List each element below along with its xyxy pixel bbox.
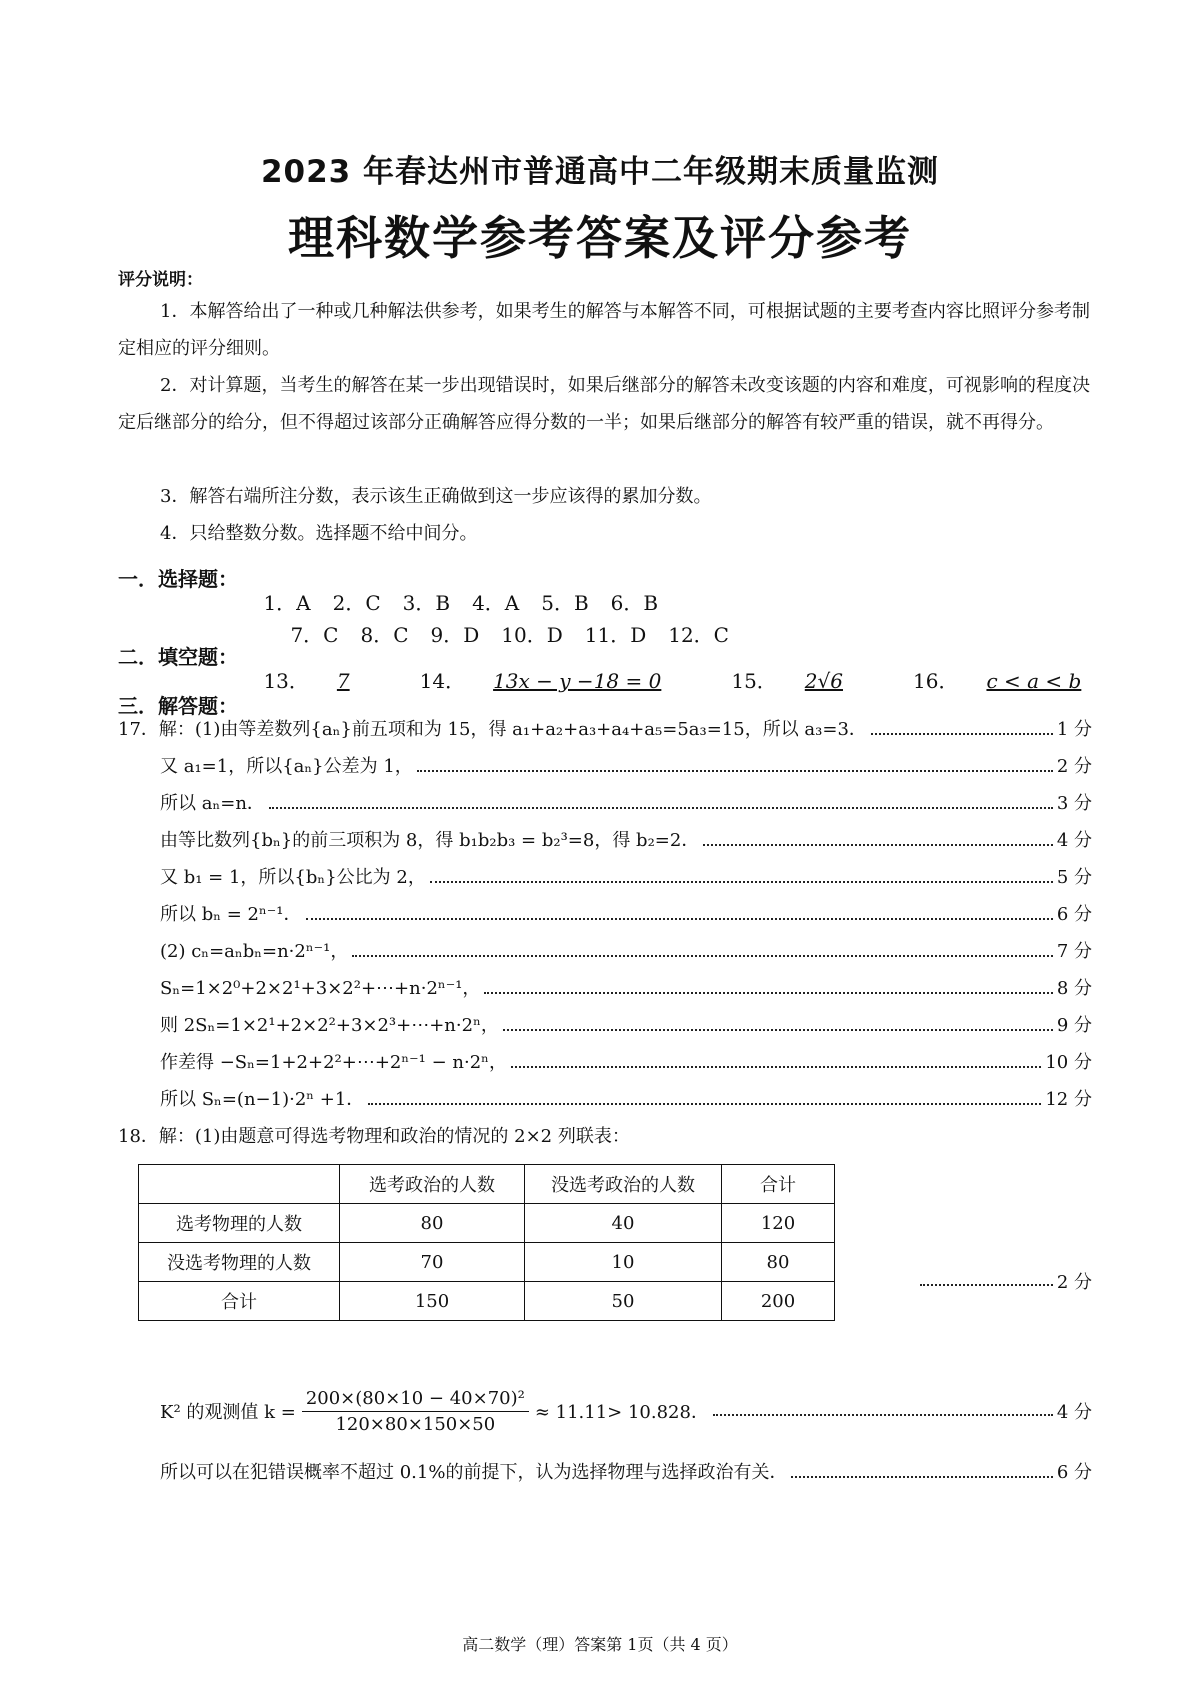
leader-dots	[703, 844, 1052, 846]
section-choice-label: 一．选择题：	[118, 567, 238, 591]
q17-step-score: 12 分	[1045, 1089, 1092, 1110]
fill-num: 13．	[263, 669, 309, 693]
q17-step-score: 10 分	[1045, 1052, 1092, 1073]
leader-dots	[352, 955, 1052, 957]
q17-step	[160, 974, 1092, 1004]
q17-step-text: 又 b₁ = 1，所以{bₙ}公比为 2，	[160, 867, 426, 888]
fill-answer: 7	[336, 669, 350, 693]
grading-note-4: 4．只给整数分数。选择题不给中间分。	[160, 523, 478, 544]
q18-intro-row	[118, 1122, 1092, 1152]
choice-answer: 3．B	[402, 591, 451, 615]
leader-dots	[713, 1414, 1053, 1416]
choice-answer: 12．C	[668, 623, 729, 647]
k2-suffix: ≈ 11.11> 10.828．	[534, 1402, 709, 1423]
q17-step-text: Sₙ=1×2⁰+2×2¹+3×2²+⋯+n·2ⁿ⁻¹，	[160, 978, 481, 999]
table-row	[139, 1204, 835, 1243]
q17-step-score: 1 分	[1056, 719, 1092, 740]
k2-numerator: 200×(80×10 − 40×70)²	[302, 1388, 529, 1412]
choice-answer: 6．B	[610, 591, 659, 615]
q18-num: 18．	[118, 1126, 159, 1147]
q18-conclusion-row	[160, 1458, 1092, 1488]
q17-step	[160, 900, 1092, 930]
table-row-header: 合计	[139, 1282, 340, 1321]
q17-step-score: 7 分	[1056, 941, 1092, 962]
table-score-row	[920, 1268, 1092, 1294]
q17-step	[160, 863, 1092, 893]
table-cell: 70	[340, 1243, 525, 1282]
q17-step-score: 6 分	[1056, 904, 1092, 925]
q17-step-score: 2 分	[1056, 756, 1092, 777]
leader-dots	[511, 1066, 1041, 1068]
fill-answer: c < a < b	[986, 669, 1082, 693]
q17-step-text: 所以 aₙ=n．	[160, 793, 265, 814]
grading-note-1: 1．本解答给出了一种或几种解法供参考，如果考生的解答与本解答不同，可根据试题的主要考查内容比照评分参考制定相应的评分细则。	[118, 301, 1090, 359]
q17-step	[160, 789, 1092, 819]
page-title: 理科数学参考答案及评分参考	[288, 211, 912, 265]
table-row	[139, 1243, 835, 1282]
q17-step	[118, 715, 1092, 745]
fill-answers-row	[238, 641, 1109, 718]
table-cell: 120	[722, 1204, 835, 1243]
leader-dots	[484, 992, 1052, 994]
fill-num: 14．	[419, 669, 466, 693]
table-cell: 80	[340, 1204, 525, 1243]
choice-answer: 11．D	[584, 623, 647, 647]
table-cell: 200	[722, 1282, 835, 1321]
choice-answer: 1．A	[263, 591, 311, 615]
grading-note-2: 2．对计算题，当考生的解答在某一步出现错误时，如果后继部分的解答未改变该题的内容和难度，可视影响的程度决定后继部分的给分，但不得超过该部分正确解答应得分数的一半；如果后继部分的解答有较严重的错误，就不再得分。	[118, 375, 1090, 433]
choice-answer: 4．A	[472, 591, 520, 615]
section-fill-label: 二．填空题：	[118, 645, 238, 669]
q17-step-text: 所以 bₙ = 2ⁿ⁻¹．	[160, 904, 302, 925]
q17-step-text: 所以 Sₙ=(n−1)·2ⁿ +1．	[160, 1089, 365, 1110]
table-row-header: 没选考物理的人数	[139, 1243, 340, 1282]
q18-conclusion: 所以可以在犯错误概率不超过 0.1%的前提下，认为选择物理与选择政治有关．	[160, 1462, 788, 1483]
table-cell: 80	[722, 1243, 835, 1282]
k2-formula-row	[160, 1379, 1092, 1443]
grading-note-3: 3．解答右端所注分数，表示该生正确做到这一步应该得的累加分数。	[160, 486, 712, 507]
fill-answer: 2√6	[804, 669, 843, 693]
choice-answer: 5．B	[541, 591, 589, 615]
table-cell: 10	[525, 1243, 722, 1282]
fill-answer: 13x − y −18 = 0	[493, 669, 662, 693]
table-header-cell: 合计	[722, 1165, 835, 1204]
q17-step	[160, 1048, 1092, 1078]
choice-answer: 10．D	[501, 623, 563, 647]
leader-dots	[269, 807, 1053, 809]
k2-denominator: 120×80×150×50	[335, 1413, 496, 1435]
table-row-header: 选考物理的人数	[139, 1204, 340, 1243]
q17-step-score: 8 分	[1056, 978, 1092, 999]
q17-num: 17．	[118, 719, 159, 740]
q17-step-text: 又 a₁=1，所以{aₙ}公差为 1，	[160, 756, 413, 777]
k2-prefix: K² 的观测值 k =	[160, 1402, 296, 1423]
q17-step-text: 则 2Sₙ=1×2¹+2×2²+3×2³+⋯+n·2ⁿ，	[160, 1015, 499, 1036]
fill-num: 15．	[731, 669, 777, 693]
q17-step	[160, 752, 1092, 782]
table-header-cell: 没选考政治的人数	[525, 1165, 722, 1204]
q17-step-text: 作差得 −Sₙ=1+2+2²+⋯+2ⁿ⁻¹ − n·2ⁿ，	[160, 1052, 507, 1073]
choice-answer: 2．C	[332, 591, 381, 615]
table-score: 2 分	[1056, 1272, 1092, 1293]
fill-num: 16．	[913, 669, 959, 693]
q17-step-score: 4 分	[1056, 830, 1092, 851]
leader-dots	[503, 1029, 1053, 1031]
q18-intro: 解：(1)由题意可得选考物理和政治的情况的 2×2 列联表：	[158, 1126, 630, 1147]
table-header-cell: 选考政治的人数	[340, 1165, 525, 1204]
table-cell: 50	[525, 1282, 722, 1321]
q17-step	[160, 1085, 1092, 1115]
q17-step-text: (2) cₙ=aₙbₙ=n·2ⁿ⁻¹，	[160, 941, 349, 962]
k2-fraction	[302, 1388, 529, 1435]
q17-step-text: 由等比数列{bₙ}的前三项积为 8，得 b₁b₂b₃ = b₂³=8，得 b₂=2．	[160, 830, 700, 851]
exam-title: 2023 年春达州市普通高中二年级期末质量监测	[260, 154, 940, 190]
leader-dots	[417, 770, 1053, 772]
page-footer: 高二数学（理）答案第 1页（共 4 页）	[462, 1635, 738, 1654]
q17-step-score: 9 分	[1056, 1015, 1092, 1036]
k2-score: 4 分	[1056, 1402, 1092, 1423]
q17-step-score: 3 分	[1056, 793, 1092, 814]
table-header-row	[139, 1165, 835, 1204]
table-row	[139, 1282, 835, 1321]
q17-step-score: 5 分	[1056, 867, 1092, 888]
table-cell: 150	[340, 1282, 525, 1321]
contingency-table	[138, 1164, 835, 1321]
q17-step	[160, 1011, 1092, 1041]
q18-conclusion-score: 6 分	[1056, 1462, 1092, 1483]
section-solution-label: 三．解答题：	[118, 694, 238, 718]
leader-dots	[791, 1476, 1052, 1478]
leader-dots	[871, 733, 1053, 735]
leader-dots	[920, 1284, 1053, 1286]
choice-answer: 8．C	[360, 623, 409, 647]
choice-answer: 9．D	[430, 623, 480, 647]
table-cell: 40	[525, 1204, 722, 1243]
q17-step-text: 解：(1)由等差数列{aₙ}前五项和为 15，得 a₁+a₂+a₃+a₄+a₅=5a₃=15，所以 a₃=3．	[158, 719, 867, 740]
q17-step	[160, 826, 1092, 856]
leader-dots	[430, 881, 1053, 883]
choice-answer: 7．C	[290, 623, 339, 647]
grading-notes-heading: 评分说明：	[118, 270, 203, 290]
table-cell	[139, 1165, 340, 1204]
leader-dots	[368, 1103, 1041, 1105]
leader-dots	[306, 918, 1053, 920]
q17-step	[160, 937, 1092, 967]
